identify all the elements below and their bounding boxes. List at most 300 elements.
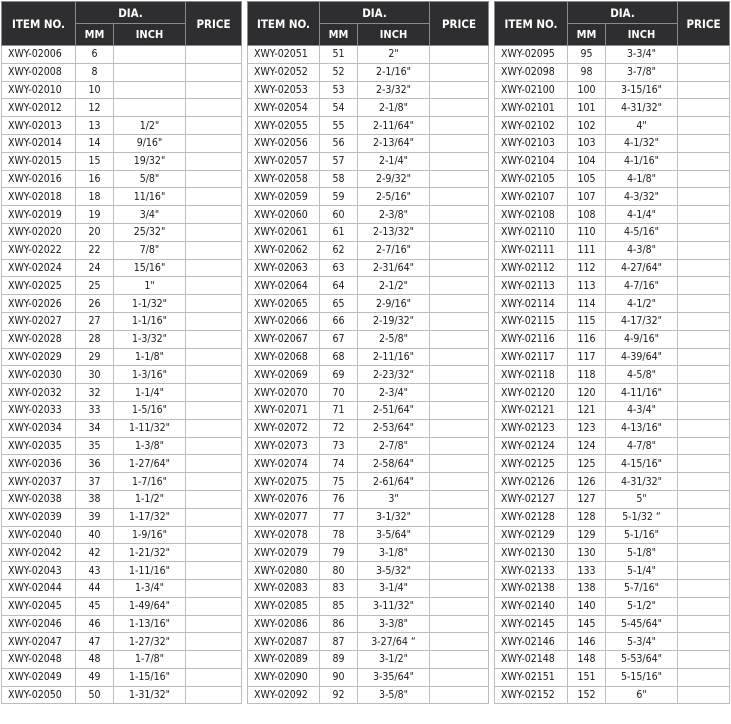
mm-cell: 16 xyxy=(76,170,114,188)
price-header: PRICE xyxy=(430,2,489,46)
item-no-cell: XWY-02113 xyxy=(495,277,568,295)
mm-cell: 110 xyxy=(568,223,606,241)
price-cell xyxy=(186,455,242,473)
mm-cell: 121 xyxy=(568,401,606,419)
inch-cell: 5" xyxy=(606,490,678,508)
item-no-cell: XWY-02152 xyxy=(495,686,568,704)
price-cell xyxy=(186,330,242,348)
price-cell xyxy=(430,597,489,615)
price-cell xyxy=(186,366,242,384)
item-no-cell: XWY-02034 xyxy=(2,419,76,437)
price-cell xyxy=(430,46,489,64)
item-no-cell: XWY-02087 xyxy=(248,633,320,651)
mm-cell: 30 xyxy=(76,366,114,384)
item-no-cell: XWY-02035 xyxy=(2,437,76,455)
table-row xyxy=(2,544,242,562)
inch-cell: 4-17/32" xyxy=(606,312,678,330)
mm-cell: 123 xyxy=(568,419,606,437)
inch-cell: 1-7/8" xyxy=(114,651,186,669)
item-no-cell: XWY-02013 xyxy=(2,117,76,135)
item-no-cell: XWY-02019 xyxy=(2,206,76,224)
item-no-cell: XWY-02080 xyxy=(248,562,320,580)
mm-cell: 18 xyxy=(76,188,114,206)
table-row xyxy=(2,562,242,580)
table-row xyxy=(2,81,242,99)
inch-cell: 3-35/64" xyxy=(358,668,430,686)
mm-cell: 107 xyxy=(568,188,606,206)
inch-cell: 3-27/64 “ xyxy=(358,633,430,651)
inch-cell: 4-31/32" xyxy=(606,99,678,117)
inch-cell: 2-58/64" xyxy=(358,455,430,473)
table-row xyxy=(2,46,242,64)
mm-cell: 52 xyxy=(320,63,358,81)
table-row xyxy=(248,579,489,597)
table-row xyxy=(495,277,730,295)
mm-cell: 46 xyxy=(76,615,114,633)
mm-cell: 6 xyxy=(76,46,114,64)
mm-cell: 92 xyxy=(320,686,358,704)
mm-cell: 69 xyxy=(320,366,358,384)
mm-cell: 50 xyxy=(76,686,114,704)
inch-cell: 4-9/16" xyxy=(606,330,678,348)
size-table-3 xyxy=(494,1,730,704)
inch-cell: 1-3/4" xyxy=(114,579,186,597)
mm-cell: 124 xyxy=(568,437,606,455)
table-row xyxy=(248,348,489,366)
price-cell xyxy=(678,134,730,152)
price-cell xyxy=(678,366,730,384)
mm-cell: 37 xyxy=(76,473,114,491)
inch-cell: 2-3/4" xyxy=(358,384,430,402)
mm-cell: 116 xyxy=(568,330,606,348)
mm-cell: 98 xyxy=(568,63,606,81)
price-cell xyxy=(678,668,730,686)
inch-cell: 1-7/16" xyxy=(114,473,186,491)
price-cell xyxy=(430,63,489,81)
item-no-cell: XWY-02012 xyxy=(2,99,76,117)
mm-cell: 66 xyxy=(320,312,358,330)
mm-cell: 120 xyxy=(568,384,606,402)
mm-cell: 25 xyxy=(76,277,114,295)
price-cell xyxy=(430,633,489,651)
inch-cell: 4-39/64" xyxy=(606,348,678,366)
table-row xyxy=(248,544,489,562)
item-no-cell: XWY-02138 xyxy=(495,579,568,597)
item-no-cell: XWY-02018 xyxy=(2,188,76,206)
mm-cell: 129 xyxy=(568,526,606,544)
price-cell xyxy=(678,437,730,455)
inch-cell: 4-3/32" xyxy=(606,188,678,206)
price-cell xyxy=(678,526,730,544)
mm-cell: 126 xyxy=(568,473,606,491)
inch-cell: 2-13/64" xyxy=(358,134,430,152)
price-cell xyxy=(430,544,489,562)
price-cell xyxy=(678,579,730,597)
price-cell xyxy=(430,99,489,117)
dia-header: DIA. xyxy=(76,2,186,24)
inch-cell: 1-9/16" xyxy=(114,526,186,544)
table-row xyxy=(248,188,489,206)
mm-cell: 86 xyxy=(320,615,358,633)
inch-cell: 2-5/8" xyxy=(358,330,430,348)
price-cell xyxy=(430,579,489,597)
item-no-cell: XWY-02059 xyxy=(248,188,320,206)
price-cell xyxy=(678,455,730,473)
price-cell xyxy=(430,170,489,188)
item-no-cell: XWY-02044 xyxy=(2,579,76,597)
price-cell xyxy=(430,134,489,152)
inch-cell: 1-5/16" xyxy=(114,401,186,419)
mm-cell: 47 xyxy=(76,633,114,651)
table-row xyxy=(2,330,242,348)
mm-cell: 74 xyxy=(320,455,358,473)
mm-cell: 95 xyxy=(568,46,606,64)
table-row xyxy=(248,312,489,330)
table-row xyxy=(495,152,730,170)
price-cell xyxy=(430,686,489,704)
inch-cell: 4-1/2" xyxy=(606,295,678,313)
item-no-cell: XWY-02146 xyxy=(495,633,568,651)
mm-cell: 26 xyxy=(76,295,114,313)
price-cell xyxy=(430,384,489,402)
item-no-cell: XWY-02036 xyxy=(2,455,76,473)
price-cell xyxy=(430,490,489,508)
mm-cell: 112 xyxy=(568,259,606,277)
table-row xyxy=(2,348,242,366)
price-cell xyxy=(186,259,242,277)
price-cell xyxy=(430,259,489,277)
table-row xyxy=(495,241,730,259)
price-cell xyxy=(186,651,242,669)
inch-cell: 2-3/32" xyxy=(358,81,430,99)
table-row xyxy=(2,615,242,633)
table-row xyxy=(248,81,489,99)
mm-cell: 130 xyxy=(568,544,606,562)
inch-cell: 2-1/16" xyxy=(358,63,430,81)
item-no-cell: XWY-02026 xyxy=(2,295,76,313)
table-row xyxy=(495,117,730,135)
inch-cell: 3-3/8" xyxy=(358,615,430,633)
item-no-cell: XWY-02092 xyxy=(248,686,320,704)
table-row xyxy=(2,117,242,135)
mm-cell: 45 xyxy=(76,597,114,615)
price-cell xyxy=(186,63,242,81)
mm-cell: 56 xyxy=(320,134,358,152)
mm-cell: 100 xyxy=(568,81,606,99)
mm-cell: 127 xyxy=(568,490,606,508)
price-cell xyxy=(678,152,730,170)
item-no-cell: XWY-02046 xyxy=(2,615,76,633)
table-row xyxy=(495,651,730,669)
mm-cell: 53 xyxy=(320,81,358,99)
item-no-cell: XWY-02047 xyxy=(2,633,76,651)
item-no-cell: XWY-02076 xyxy=(248,490,320,508)
inch-cell: 4-5/8" xyxy=(606,366,678,384)
inch-cell: 5-1/8" xyxy=(606,544,678,562)
price-cell xyxy=(678,348,730,366)
price-cell xyxy=(186,419,242,437)
inch-cell: 3-1/8" xyxy=(358,544,430,562)
table-row xyxy=(248,117,489,135)
item-no-cell: XWY-02061 xyxy=(248,223,320,241)
inch-cell: 15/16" xyxy=(114,259,186,277)
inch-cell: 1-11/16" xyxy=(114,562,186,580)
price-cell xyxy=(186,348,242,366)
item-no-cell: XWY-02062 xyxy=(248,241,320,259)
table-row xyxy=(248,152,489,170)
price-cell xyxy=(678,117,730,135)
mm-cell: 85 xyxy=(320,597,358,615)
inch-cell: 4-5/16" xyxy=(606,223,678,241)
inch-cell: 5-1/2" xyxy=(606,597,678,615)
inch-cell: 2-31/64" xyxy=(358,259,430,277)
item-no-cell: XWY-02103 xyxy=(495,134,568,152)
mm-cell: 70 xyxy=(320,384,358,402)
inch-cell: 5-45/64" xyxy=(606,615,678,633)
mm-cell: 13 xyxy=(76,117,114,135)
mm-cell: 102 xyxy=(568,117,606,135)
price-cell xyxy=(678,473,730,491)
price-cell xyxy=(186,384,242,402)
table-row xyxy=(248,366,489,384)
table-row xyxy=(495,46,730,64)
price-cell xyxy=(678,562,730,580)
price-cell xyxy=(430,295,489,313)
mm-cell: 73 xyxy=(320,437,358,455)
price-cell xyxy=(678,295,730,313)
item-no-cell: XWY-02145 xyxy=(495,615,568,633)
item-no-cell: XWY-02043 xyxy=(2,562,76,580)
mm-cell: 28 xyxy=(76,330,114,348)
price-cell xyxy=(678,206,730,224)
inch-cell: 5-1/32 “ xyxy=(606,508,678,526)
price-cell xyxy=(186,633,242,651)
table-row xyxy=(495,99,730,117)
table-row xyxy=(495,401,730,419)
item-no-cell: XWY-02027 xyxy=(2,312,76,330)
price-cell xyxy=(678,686,730,704)
size-table-2 xyxy=(247,1,489,704)
inch-cell: 1-17/32" xyxy=(114,508,186,526)
mm-cell: 44 xyxy=(76,579,114,597)
inch-cell: 2-1/4" xyxy=(358,152,430,170)
table-row xyxy=(248,99,489,117)
item-no-cell: XWY-02066 xyxy=(248,312,320,330)
item-no-cell: XWY-02025 xyxy=(2,277,76,295)
item-no-cell: XWY-02056 xyxy=(248,134,320,152)
table-row xyxy=(2,188,242,206)
inch-cell: 1-27/64" xyxy=(114,455,186,473)
item-no-cell: XWY-02121 xyxy=(495,401,568,419)
table-row xyxy=(2,686,242,704)
table-row xyxy=(248,401,489,419)
mm-cell: 55 xyxy=(320,117,358,135)
item-no-cell: XWY-02015 xyxy=(2,152,76,170)
mm-cell: 145 xyxy=(568,615,606,633)
inch-cell: 3-3/4" xyxy=(606,46,678,64)
table-row xyxy=(2,455,242,473)
item-no-cell: XWY-02006 xyxy=(2,46,76,64)
inch-cell: 2-7/16" xyxy=(358,241,430,259)
table-row xyxy=(495,81,730,99)
mm-cell: 48 xyxy=(76,651,114,669)
item-no-cell: XWY-02067 xyxy=(248,330,320,348)
table-row xyxy=(248,455,489,473)
inch-cell xyxy=(114,99,186,117)
table-row xyxy=(2,259,242,277)
price-cell xyxy=(678,46,730,64)
mm-cell: 12 xyxy=(76,99,114,117)
mm-cell: 105 xyxy=(568,170,606,188)
mm-cell: 15 xyxy=(76,152,114,170)
table-row xyxy=(495,330,730,348)
mm-cell: 151 xyxy=(568,668,606,686)
item-no-cell: XWY-02125 xyxy=(495,455,568,473)
price-cell xyxy=(186,117,242,135)
inch-cell: 2-9/16" xyxy=(358,295,430,313)
item-no-cell: XWY-02151 xyxy=(495,668,568,686)
table-row xyxy=(495,490,730,508)
mm-cell: 128 xyxy=(568,508,606,526)
table-row xyxy=(495,544,730,562)
price-cell xyxy=(678,615,730,633)
table-row xyxy=(248,277,489,295)
mm-cell: 27 xyxy=(76,312,114,330)
mm-cell: 8 xyxy=(76,63,114,81)
inch-cell: 11/16" xyxy=(114,188,186,206)
table-row xyxy=(495,508,730,526)
item-no-cell: XWY-02115 xyxy=(495,312,568,330)
item-no-cell: XWY-02014 xyxy=(2,134,76,152)
price-cell xyxy=(430,562,489,580)
table-row xyxy=(248,384,489,402)
item-no-cell: XWY-02069 xyxy=(248,366,320,384)
table-row xyxy=(2,295,242,313)
price-cell xyxy=(186,579,242,597)
price-cell xyxy=(678,223,730,241)
inch-cell: 5-3/4" xyxy=(606,633,678,651)
price-cell xyxy=(430,455,489,473)
inch-cell: 5-15/16" xyxy=(606,668,678,686)
table-row xyxy=(248,686,489,704)
table-row xyxy=(2,152,242,170)
table-row xyxy=(248,330,489,348)
inch-cell: 4-13/16" xyxy=(606,419,678,437)
inch-cell: 4-11/16" xyxy=(606,384,678,402)
item-no-cell: XWY-02020 xyxy=(2,223,76,241)
table-row xyxy=(2,241,242,259)
mm-cell: 103 xyxy=(568,134,606,152)
price-cell xyxy=(430,81,489,99)
inch-cell: 1-3/32" xyxy=(114,330,186,348)
table-row xyxy=(495,188,730,206)
inch-cell: 2-61/64" xyxy=(358,473,430,491)
inch-cell: 1-1/32" xyxy=(114,295,186,313)
item-no-cell: XWY-02140 xyxy=(495,597,568,615)
inch-cell: 4-1/32" xyxy=(606,134,678,152)
price-cell xyxy=(186,312,242,330)
inch-cell: 4-3/4" xyxy=(606,401,678,419)
price-cell xyxy=(430,241,489,259)
inch-cell: 1-27/32" xyxy=(114,633,186,651)
item-no-cell: XWY-02060 xyxy=(248,206,320,224)
mm-cell: 117 xyxy=(568,348,606,366)
item-no-cell: XWY-02071 xyxy=(248,401,320,419)
item-no-cell: XWY-02127 xyxy=(495,490,568,508)
table-row xyxy=(248,134,489,152)
mm-cell: 77 xyxy=(320,508,358,526)
mm-cell: 87 xyxy=(320,633,358,651)
mm-cell: 36 xyxy=(76,455,114,473)
item-no-cell: XWY-02051 xyxy=(248,46,320,64)
item-no-cell: XWY-02070 xyxy=(248,384,320,402)
mm-cell: 39 xyxy=(76,508,114,526)
mm-cell: 14 xyxy=(76,134,114,152)
mm-cell: 75 xyxy=(320,473,358,491)
table-row xyxy=(248,562,489,580)
inch-cell: 1-3/8" xyxy=(114,437,186,455)
item-no-header: ITEM NO. xyxy=(248,2,320,46)
item-no-header: ITEM NO. xyxy=(2,2,76,46)
mm-header: MM xyxy=(76,24,114,46)
price-cell xyxy=(186,99,242,117)
mm-cell: 49 xyxy=(76,668,114,686)
table-row xyxy=(248,597,489,615)
inch-cell: 3-7/8" xyxy=(606,63,678,81)
mm-cell: 138 xyxy=(568,579,606,597)
mm-cell: 72 xyxy=(320,419,358,437)
item-no-cell: XWY-02032 xyxy=(2,384,76,402)
table-row xyxy=(2,633,242,651)
table-row xyxy=(248,526,489,544)
inch-cell: 1-21/32" xyxy=(114,544,186,562)
item-no-cell: XWY-02058 xyxy=(248,170,320,188)
item-no-cell: XWY-02016 xyxy=(2,170,76,188)
price-cell xyxy=(186,668,242,686)
item-no-cell: XWY-02104 xyxy=(495,152,568,170)
item-no-cell: XWY-02133 xyxy=(495,562,568,580)
table-row xyxy=(2,384,242,402)
mm-cell: 76 xyxy=(320,490,358,508)
item-no-cell: XWY-02089 xyxy=(248,651,320,669)
price-cell xyxy=(678,384,730,402)
inch-cell: 5-1/16" xyxy=(606,526,678,544)
item-no-cell: XWY-02028 xyxy=(2,330,76,348)
item-no-cell: XWY-02029 xyxy=(2,348,76,366)
table-row xyxy=(248,419,489,437)
inch-cell: 4-7/8" xyxy=(606,437,678,455)
inch-cell: 2-5/16" xyxy=(358,188,430,206)
mm-cell: 140 xyxy=(568,597,606,615)
inch-header: INCH xyxy=(606,24,678,46)
table-row xyxy=(248,473,489,491)
inch-cell: 4-15/16" xyxy=(606,455,678,473)
table-row xyxy=(2,99,242,117)
mm-cell: 78 xyxy=(320,526,358,544)
item-no-cell: XWY-02090 xyxy=(248,668,320,686)
mm-cell: 114 xyxy=(568,295,606,313)
price-cell xyxy=(430,401,489,419)
item-no-cell: XWY-02010 xyxy=(2,81,76,99)
inch-cell: 1/2" xyxy=(114,117,186,135)
item-no-cell: XWY-02129 xyxy=(495,526,568,544)
item-no-cell: XWY-02126 xyxy=(495,473,568,491)
item-no-cell: XWY-02123 xyxy=(495,419,568,437)
price-cell xyxy=(678,597,730,615)
table-row xyxy=(248,668,489,686)
item-no-cell: XWY-02068 xyxy=(248,348,320,366)
inch-cell: 1-31/32" xyxy=(114,686,186,704)
